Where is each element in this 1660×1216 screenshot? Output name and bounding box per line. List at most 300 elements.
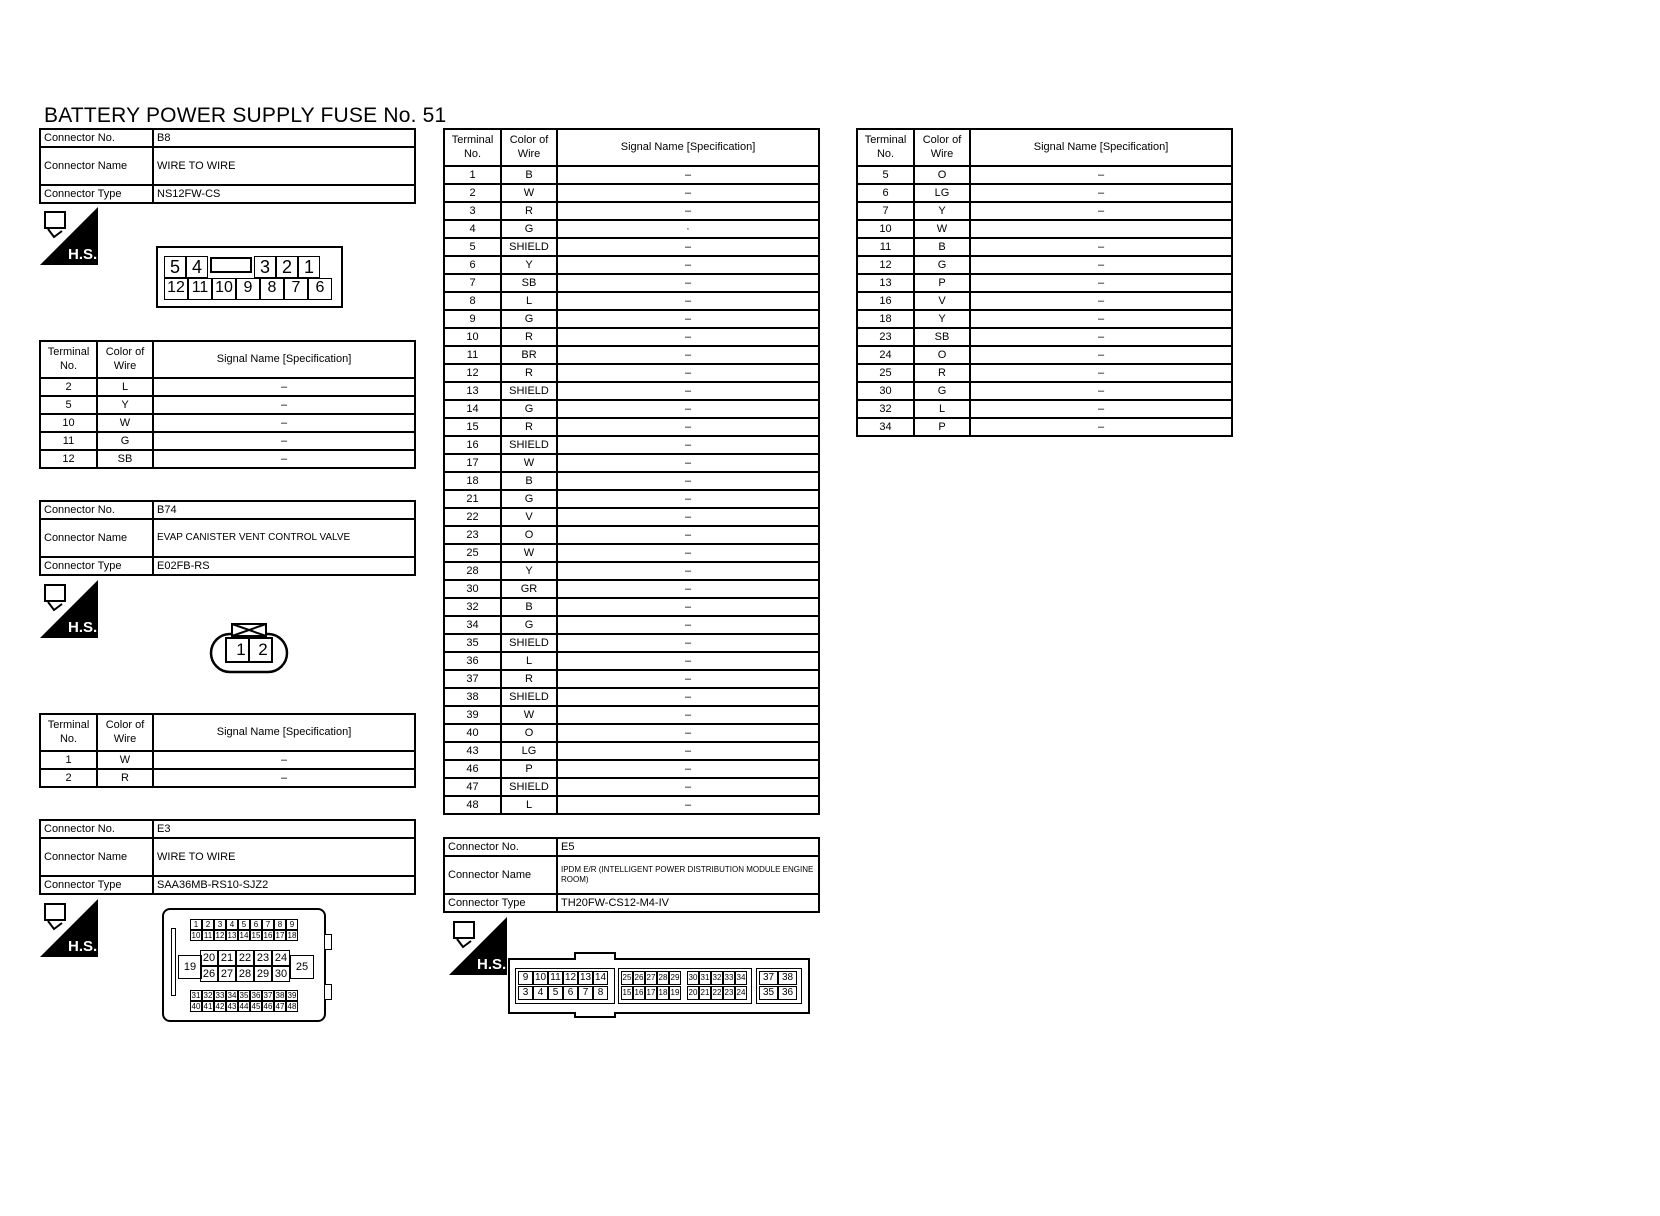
terminal-table-e3	[443, 128, 820, 815]
pin: 44	[239, 1002, 249, 1011]
pin: 35	[759, 986, 778, 1000]
pin: 4	[533, 986, 548, 1000]
terminal-row	[857, 292, 1232, 310]
connector-type-label: Connector Type	[40, 876, 153, 894]
terminal-row	[444, 724, 819, 742]
signal-name-cell: ·	[557, 220, 819, 238]
signal-name-cell: –	[970, 292, 1232, 310]
connector-name-label: Connector Name	[40, 519, 153, 557]
terminal-no-cell: 48	[444, 796, 501, 814]
pin: 25	[290, 955, 314, 979]
wire-color-cell: W	[97, 751, 153, 769]
pin: 6	[308, 278, 332, 300]
wire-color-header: Color of Wire	[97, 341, 153, 378]
terminal-no-cell: 11	[40, 432, 97, 450]
terminal-row	[857, 346, 1232, 364]
terminal-no-cell: 23	[857, 328, 914, 346]
signal-name-cell: –	[153, 769, 415, 787]
e3-rows	[444, 166, 819, 814]
connector-no-value: B74	[153, 501, 415, 519]
wire-color-cell: L	[914, 400, 970, 418]
terminal-no-cell: 12	[40, 450, 97, 468]
wire-color-cell: B	[501, 472, 557, 490]
signal-name-cell: –	[970, 238, 1232, 256]
wire-color-cell: G	[501, 220, 557, 238]
terminal-no-cell: 15	[444, 418, 501, 436]
signal-name-cell: –	[557, 508, 819, 526]
terminal-no-cell: 32	[857, 400, 914, 418]
wire-color-cell: SB	[501, 274, 557, 292]
wire-color-cell: L	[501, 652, 557, 670]
pin: 1	[298, 256, 320, 278]
terminal-no-cell: 43	[444, 742, 501, 760]
connector-no-label: Connector No.	[40, 501, 153, 519]
signal-name-cell: –	[557, 598, 819, 616]
pin: 29	[669, 971, 681, 985]
pin: 12	[215, 931, 225, 940]
connector-latch	[208, 253, 254, 275]
pin: 12	[164, 278, 188, 300]
hs-label: H.S.	[68, 246, 98, 263]
pin: 16	[633, 986, 645, 1000]
signal-name-cell: –	[557, 616, 819, 634]
connector-name-label: Connector Name	[444, 856, 557, 894]
pin: 16	[263, 931, 273, 940]
terminal-no-cell: 5	[444, 238, 501, 256]
terminal-no-cell: 12	[444, 364, 501, 382]
pin: 18	[287, 931, 297, 940]
terminal-no-header: Terminal No.	[40, 714, 97, 751]
terminal-no-cell: 37	[444, 670, 501, 688]
pin: 27	[218, 966, 236, 982]
terminal-no-cell: 30	[444, 580, 501, 598]
terminal-no-cell: 4	[444, 220, 501, 238]
signal-name-cell: –	[970, 400, 1232, 418]
wire-color-cell: G	[501, 400, 557, 418]
signal-name-cell: –	[557, 454, 819, 472]
signal-name-header: Signal Name [Specification]	[153, 714, 415, 751]
connector-face-e3	[162, 908, 326, 1022]
terminal-no-cell: 34	[444, 616, 501, 634]
terminal-row	[444, 760, 819, 778]
pin: 3	[518, 986, 533, 1000]
pin: 6	[250, 919, 262, 930]
connector-type-value: NS12FW-CS	[153, 185, 415, 203]
wire-color-cell: L	[501, 292, 557, 310]
signal-name-cell: –	[557, 796, 819, 814]
terminal-no-cell: 16	[857, 292, 914, 310]
terminal-no-cell: 5	[40, 396, 97, 414]
wire-color-cell: B	[914, 238, 970, 256]
terminal-row	[444, 274, 819, 292]
pin: 14	[594, 972, 607, 983]
terminal-row	[857, 310, 1232, 328]
b8-rows	[40, 378, 415, 468]
signal-name-cell: –	[557, 256, 819, 274]
terminal-no-cell: 14	[444, 400, 501, 418]
connector-no-label: Connector No.	[40, 820, 153, 838]
terminal-row	[444, 256, 819, 274]
terminal-no-cell: 18	[444, 472, 501, 490]
signal-name-cell: –	[557, 364, 819, 382]
terminal-row	[444, 400, 819, 418]
terminal-row	[444, 454, 819, 472]
hs-label: H.S.	[68, 619, 98, 636]
terminal-no-cell: 25	[444, 544, 501, 562]
pin: 2	[202, 919, 214, 930]
signal-name-cell	[970, 220, 1232, 238]
wire-color-cell: Y	[914, 202, 970, 220]
wire-color-cell: Y	[914, 310, 970, 328]
e5-block1	[515, 968, 615, 1004]
terminal-no-cell: 2	[40, 769, 97, 787]
signal-name-cell: –	[557, 742, 819, 760]
signal-name-cell: –	[557, 436, 819, 454]
hs-label: H.S.	[477, 956, 507, 973]
connector-info-b74	[39, 500, 416, 576]
pin: 27	[645, 971, 657, 985]
terminal-row	[857, 220, 1232, 238]
terminal-row	[444, 706, 819, 724]
signal-name-cell: –	[970, 346, 1232, 364]
connector-type-value: E02FB-RS	[153, 557, 415, 575]
terminal-no-cell: 38	[444, 688, 501, 706]
signal-name-cell: –	[153, 396, 415, 414]
pin: 10	[191, 931, 201, 940]
signal-name-cell: –	[557, 526, 819, 544]
pin: 21	[218, 950, 236, 966]
pin: 1	[236, 640, 246, 659]
wire-color-cell: R	[97, 769, 153, 787]
wire-color-cell: W	[914, 220, 970, 238]
terminal-row	[444, 616, 819, 634]
pin: 10	[534, 972, 547, 983]
signal-name-cell: –	[557, 490, 819, 508]
wire-color-cell: GR	[501, 580, 557, 598]
connector-name-label: Connector Name	[40, 147, 153, 185]
pin: 32	[203, 991, 213, 1000]
pin: 17	[645, 986, 657, 1000]
terminal-row	[444, 202, 819, 220]
wire-color-cell: O	[501, 526, 557, 544]
pin: 4	[186, 256, 208, 278]
terminal-row	[40, 450, 415, 468]
wire-color-cell: W	[501, 184, 557, 202]
pin: 31	[699, 971, 711, 985]
terminal-row	[857, 418, 1232, 436]
wire-color-cell: O	[914, 346, 970, 364]
terminal-row	[444, 634, 819, 652]
terminal-row	[40, 751, 415, 769]
terminal-row	[444, 238, 819, 256]
terminal-table-e5	[856, 128, 1233, 437]
connector-name-value: EVAP CANISTER VENT CONTROL VALVE	[153, 519, 415, 557]
terminal-no-cell: 21	[444, 490, 501, 508]
e5-block4	[756, 968, 802, 1004]
pin: 43	[227, 1002, 237, 1011]
pin: 21	[699, 986, 711, 1000]
signal-name-cell: –	[970, 166, 1232, 184]
terminal-row	[444, 742, 819, 760]
wire-color-cell: SB	[97, 450, 153, 468]
terminal-no-cell: 17	[444, 454, 501, 472]
signal-name-cell: –	[970, 184, 1232, 202]
pin: 23	[254, 950, 272, 966]
terminal-no-cell: 35	[444, 634, 501, 652]
wire-color-cell: R	[501, 418, 557, 436]
pin: 3	[254, 256, 276, 278]
e3-mid1	[200, 950, 290, 966]
connector-name-value: WIRE TO WIRE	[153, 838, 415, 876]
pin: 6	[563, 986, 578, 1000]
pin: 13	[227, 931, 237, 940]
signal-name-cell: –	[557, 562, 819, 580]
pin: 39	[287, 991, 297, 1000]
connector-name-label: Connector Name	[40, 838, 153, 876]
terminal-row	[40, 396, 415, 414]
wire-color-cell: W	[501, 706, 557, 724]
pin-row-bottom	[164, 278, 332, 300]
terminal-row	[444, 328, 819, 346]
terminal-no-cell: 11	[857, 238, 914, 256]
terminal-no-cell: 47	[444, 778, 501, 796]
terminal-no-cell: 11	[444, 346, 501, 364]
wire-color-cell: SHIELD	[501, 238, 557, 256]
terminal-no-cell: 13	[444, 382, 501, 400]
terminal-no-cell: 40	[444, 724, 501, 742]
pin: 20	[687, 986, 699, 1000]
terminal-row	[444, 364, 819, 382]
terminal-row	[444, 778, 819, 796]
terminal-no-cell: 25	[857, 364, 914, 382]
terminal-no-cell: 7	[444, 274, 501, 292]
terminal-row	[857, 184, 1232, 202]
pin: 28	[657, 971, 669, 985]
pin: 14	[239, 931, 249, 940]
pin: 22	[711, 986, 723, 1000]
pin: 17	[275, 931, 285, 940]
pin: 5	[548, 986, 563, 1000]
pin: 41	[203, 1002, 213, 1011]
signal-name-cell: –	[557, 166, 819, 184]
terminal-no-cell: 2	[444, 184, 501, 202]
wire-color-cell: SHIELD	[501, 778, 557, 796]
signal-name-cell: –	[557, 400, 819, 418]
wire-color-cell: L	[501, 796, 557, 814]
wire-color-cell: G	[97, 432, 153, 450]
pin: 9	[286, 919, 298, 930]
terminal-row	[444, 346, 819, 364]
terminal-no-cell: 32	[444, 598, 501, 616]
terminal-row	[857, 166, 1232, 184]
wire-color-cell: Y	[501, 256, 557, 274]
signal-name-cell: –	[557, 202, 819, 220]
terminal-no-cell: 10	[444, 328, 501, 346]
signal-name-cell: –	[970, 364, 1232, 382]
connector-name-value: IPDM E/R (INTELLIGENT POWER DISTRIBUTION MODULE ENGINE ROOM)	[557, 856, 819, 894]
wire-color-cell: W	[501, 544, 557, 562]
terminal-table-b8	[39, 340, 416, 469]
terminal-no-cell: 34	[857, 418, 914, 436]
wire-color-cell: LG	[501, 742, 557, 760]
pin: 33	[215, 991, 225, 1000]
wire-color-cell: B	[501, 166, 557, 184]
wire-color-cell: LG	[914, 184, 970, 202]
wire-color-cell: W	[97, 414, 153, 432]
pin: 11	[203, 931, 213, 940]
signal-name-cell: –	[557, 238, 819, 256]
terminal-row	[444, 580, 819, 598]
pin: 36	[251, 991, 261, 1000]
signal-name-cell: –	[557, 706, 819, 724]
pin: 3	[214, 919, 226, 930]
signal-name-cell: –	[970, 382, 1232, 400]
wire-color-cell: SHIELD	[501, 436, 557, 454]
pin: 2	[258, 640, 268, 659]
wire-color-cell: SHIELD	[501, 382, 557, 400]
connector-type-value: SAA36MB-RS10-SJZ2	[153, 876, 415, 894]
terminal-no-cell: 6	[444, 256, 501, 274]
wire-color-cell: R	[501, 364, 557, 382]
pin: 5	[164, 256, 186, 278]
e3-row5	[190, 990, 298, 1001]
connector-no-value: E3	[153, 820, 415, 838]
terminal-row	[444, 652, 819, 670]
signal-name-cell: –	[970, 418, 1232, 436]
pin: 19	[669, 986, 681, 1000]
pin: 2	[276, 256, 298, 278]
terminal-no-cell: 18	[857, 310, 914, 328]
wire-color-header: Color of Wire	[501, 129, 557, 166]
wire-color-cell: G	[501, 616, 557, 634]
connector-face-e5	[508, 958, 810, 1014]
terminal-no-cell: 3	[444, 202, 501, 220]
pin: 28	[236, 966, 254, 982]
wire-color-cell: R	[914, 364, 970, 382]
terminal-no-cell: 22	[444, 508, 501, 526]
signal-name-cell: –	[153, 432, 415, 450]
wire-color-cell: G	[501, 310, 557, 328]
terminal-no-cell: 39	[444, 706, 501, 724]
terminal-row	[444, 166, 819, 184]
terminal-row	[444, 490, 819, 508]
wire-color-cell: G	[914, 256, 970, 274]
wire-color-cell: P	[501, 760, 557, 778]
terminal-no-cell: 28	[444, 562, 501, 580]
page-title: BATTERY POWER SUPPLY FUSE No. 51	[44, 104, 447, 127]
pin: 18	[657, 986, 669, 1000]
terminal-no-cell: 2	[40, 378, 97, 396]
wire-color-cell: R	[501, 670, 557, 688]
pin: 35	[239, 991, 249, 1000]
pin: 13	[579, 972, 592, 983]
wire-color-cell: Y	[97, 396, 153, 414]
pin: 15	[621, 986, 633, 1000]
pin: 7	[262, 919, 274, 930]
wire-color-cell: SHIELD	[501, 688, 557, 706]
terminal-no-cell: 1	[40, 751, 97, 769]
pin: 25	[621, 971, 633, 985]
connector-no-label: Connector No.	[444, 838, 557, 856]
terminal-no-cell: 46	[444, 760, 501, 778]
wire-color-cell: B	[501, 598, 557, 616]
terminal-row	[857, 328, 1232, 346]
pin: 12	[564, 972, 577, 983]
signal-name-cell: –	[153, 378, 415, 396]
signal-name-cell: –	[153, 414, 415, 432]
pin: 46	[263, 1002, 273, 1011]
connector-no-label: Connector No.	[40, 129, 153, 147]
terminal-no-cell: 6	[857, 184, 914, 202]
signal-name-cell: –	[970, 202, 1232, 220]
pin: 31	[191, 991, 201, 1000]
signal-name-cell: –	[557, 346, 819, 364]
pin: 33	[723, 971, 735, 985]
e3-row6	[190, 1001, 298, 1012]
pin: 1	[190, 919, 202, 930]
pin: 34	[735, 971, 747, 985]
wire-color-cell: P	[914, 418, 970, 436]
connector-type-value: TH20FW-CS12-M4-IV	[557, 894, 819, 912]
pin: 22	[236, 950, 254, 966]
terminal-row	[444, 544, 819, 562]
connector-info-e3	[39, 819, 416, 895]
connector-info-b8	[39, 128, 416, 204]
pin: 30	[272, 966, 290, 982]
signal-name-cell: –	[557, 328, 819, 346]
harness-side-icon	[40, 899, 98, 957]
connector-type-label: Connector Type	[444, 894, 557, 912]
terminal-no-cell: 8	[444, 292, 501, 310]
terminal-row	[444, 418, 819, 436]
terminal-row	[444, 382, 819, 400]
pin: 4	[226, 919, 238, 930]
terminal-no-cell: 12	[857, 256, 914, 274]
terminal-no-cell: 36	[444, 652, 501, 670]
terminal-row	[444, 562, 819, 580]
pin: 36	[778, 986, 797, 1000]
pin: 9	[236, 278, 260, 300]
pin: 5	[238, 919, 250, 930]
terminal-no-cell: 5	[857, 166, 914, 184]
wire-color-header: Color of Wire	[914, 129, 970, 166]
wire-color-cell: V	[914, 292, 970, 310]
pin: 37	[263, 991, 273, 1000]
hs-label: H.S.	[68, 938, 98, 955]
terminal-row	[444, 220, 819, 238]
terminal-row	[444, 508, 819, 526]
signal-name-cell: –	[557, 382, 819, 400]
terminal-row	[444, 184, 819, 202]
e3-row2	[190, 930, 298, 941]
terminal-row	[40, 769, 415, 787]
pin: 47	[275, 1002, 285, 1011]
pin: 38	[778, 971, 797, 985]
terminal-row	[444, 310, 819, 328]
connector-type-label: Connector Type	[40, 185, 153, 203]
terminal-no-cell: 7	[857, 202, 914, 220]
b74-rows	[40, 751, 415, 787]
connector-info-e5	[443, 837, 820, 913]
pin: 8	[593, 986, 608, 1000]
signal-name-cell: –	[557, 670, 819, 688]
wire-color-cell: P	[914, 274, 970, 292]
terminal-no-header: Terminal No.	[444, 129, 501, 166]
connector-no-value: E5	[557, 838, 819, 856]
signal-name-cell: –	[557, 724, 819, 742]
pin: 30	[687, 971, 699, 985]
signal-name-cell: –	[557, 688, 819, 706]
